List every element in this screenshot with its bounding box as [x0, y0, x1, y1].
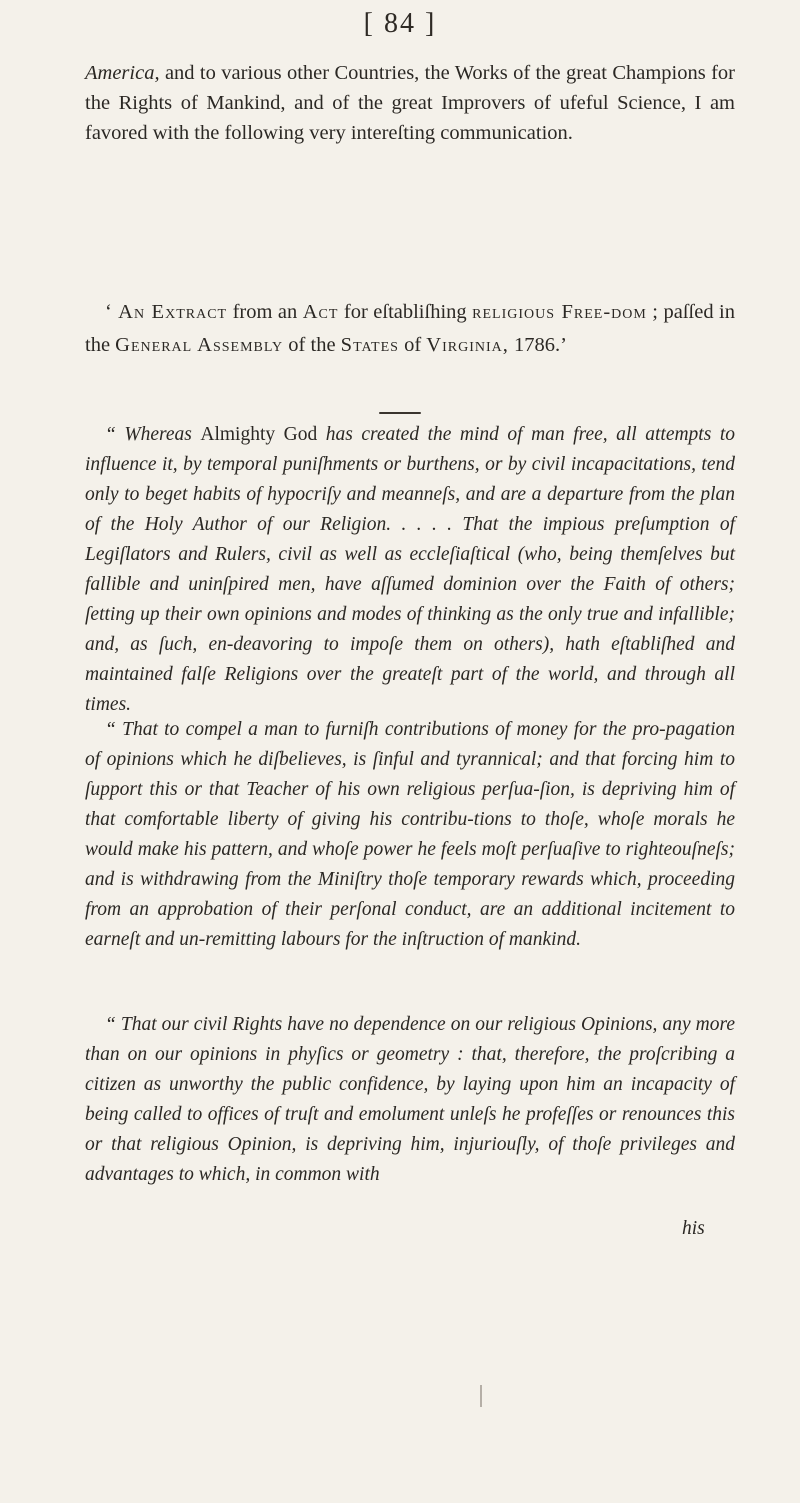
act-word: Act — [302, 301, 339, 323]
intro-paragraph — [85, 58, 735, 148]
extract-year: 1786.’ — [508, 334, 567, 356]
virginia-word: Virginia, — [426, 334, 509, 356]
extract-label: ‘ An Extract — [105, 301, 228, 323]
page-number: [ 84 ] — [363, 8, 437, 39]
general-assembly: General Assembly — [115, 334, 284, 356]
intro-lead-word: America, — [85, 62, 160, 84]
religious-freedom: religious Free-dom — [472, 301, 647, 323]
states-word: States — [340, 334, 399, 356]
extract-title: ‘ An Extract from an Act for eſtabliſhing religious Free-dom ; paſſed in the General Assembly of the States of Virginia, 1786.’ — [85, 301, 735, 356]
intro-text: and to various other Countries, the Works of the great Champions for the Rights of Mankind, and of the great Improvers of ufeful Science, I am favored with the following very intereſting communication. — [85, 62, 735, 144]
paper-mark — [480, 1385, 482, 1407]
quote-civil-rights: “ That our civil Rights have no dependence on our religious Opinions, any more than on our opinions in phyſics or geometry : that, therefore, the proſcribing a citizen as unworthy the public confidence, by laying upon him an incapacity of being called to offices of truſt and emolument unleſs he profeſſes or renounces this or that religious Opinion, is depriving him, injuriouſly, of thoſe privileges and advantages to which, in common with — [85, 1014, 735, 1185]
quote-whereas: “ Whereas Almighty God has created the mind of man free, all attempts to influence it, by temporal puniſhments or burthens, or by civil incapacitations, tend only to beget habits of hypocriſy and meanneſs, and are a departure from the plan of the Holy Author of our Religion. . . . . That the impious preſumption of Legiſlators and Rulers, civil as well as eccleſiaſtical (who, being themſelves but fallible and uninſpired men, have aſſumed dominion over the Faith of others; ſetting up their own opinions and modes of thinking as the only true and infallible; and, as ſuch, en-deavoring to impoſe them on others), hath eſtabliſhed and maintained falſe Religions over the greateſt part of the world, and through all times. — [85, 424, 735, 715]
almighty-god: Almighty God — [200, 424, 318, 445]
catchword: his — [682, 1218, 705, 1239]
divider-line — [379, 412, 421, 414]
quote-compel: “ That to compel a man to furniſh contributions of money for the pro-pagation of opinions which he diſbelieves, is ſinful and tyrannical; and that forcing him to ſupport this or that Teacher of his own religious perſua-ſion, is depriving him of that comfortable liberty of giving his contribu-tions to thoſe, whoſe morals he would make his pattern, and whoſe power he feels moſt perſuaſive to righteouſneſs; and is withdrawing from the Miniſtry thoſe temporary rewards which, proceeding from an approbation of their perſonal conduct, are an additional incitement to earneſt and un-remitting labours for the inſtruction of mankind. — [85, 719, 735, 950]
